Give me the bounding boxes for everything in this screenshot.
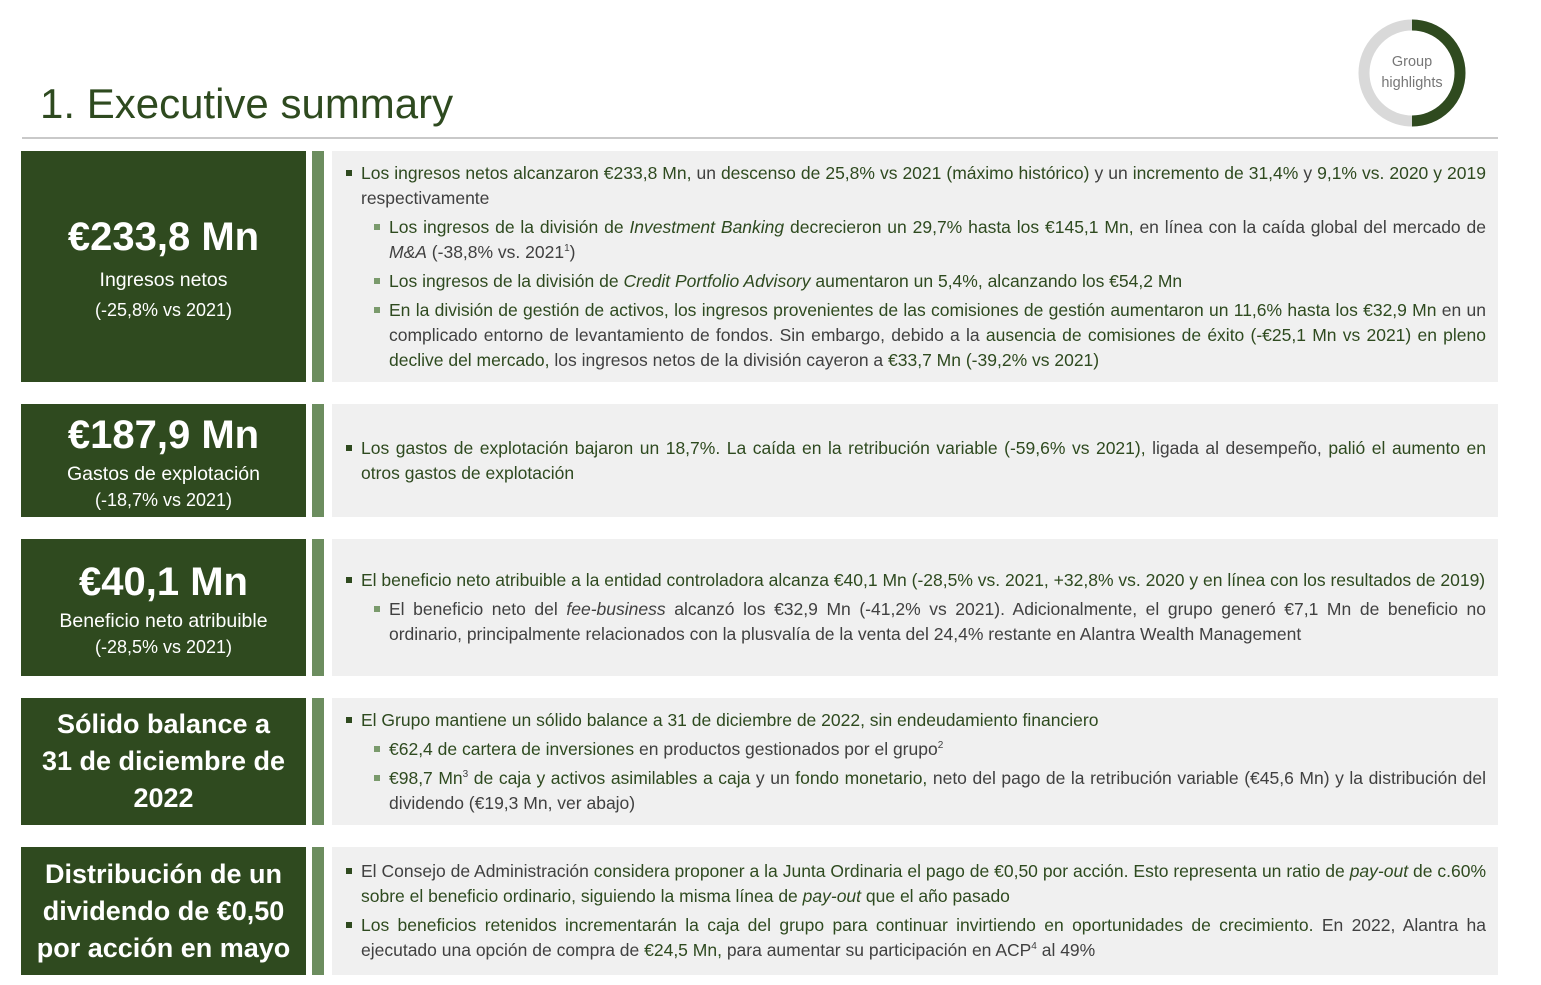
footnote-ref: 2 <box>937 739 944 751</box>
bullet-item <box>332 568 1486 593</box>
title-divider <box>22 137 1498 139</box>
page-title: 1. Executive summary <box>40 80 454 127</box>
bullet-item <box>332 161 1486 211</box>
kpi-title-line: dividendo de €0,50 <box>42 895 285 926</box>
bullet-panel <box>332 404 1498 517</box>
bullet-text: un <box>691 162 721 183</box>
summary-row-net-revenue <box>21 151 1498 382</box>
sub-bullet-item <box>332 597 1486 647</box>
bullet-text: (-38,8% vs. 2021 <box>426 241 565 262</box>
bullet-text: En 2022, Alantra ha ejecutado una opción de compra de <box>361 915 1487 960</box>
bullet-text: Los ingresos netos alcanzaron €233,8 Mn, <box>361 162 692 183</box>
bullet-panel <box>332 539 1498 676</box>
bullet-text: Los ingresos de la división de <box>389 270 624 291</box>
kpi-box <box>21 404 306 517</box>
badge-label-line1: Group <box>1391 54 1433 70</box>
bullet-text: y un <box>750 767 796 788</box>
bullet-panel <box>332 151 1498 382</box>
bullet-text: Los gastos de explotación bajaron un 18,7%. La caída en la retribución variable (-59,6% vs 2021), <box>361 437 1146 458</box>
footnote-ref: 3 <box>462 768 469 780</box>
kpi-title-line: 2022 <box>133 783 194 813</box>
bullet-text: que el año pasado <box>861 886 1010 906</box>
bullet-text: pay-out <box>1349 861 1409 881</box>
kpi-box <box>21 151 306 382</box>
bullet-text: ligada al desempeño, <box>1145 437 1329 458</box>
bullet-text: en línea con la caída global del mercado de <box>1133 216 1486 237</box>
kpi-value: €187,9 Mn <box>67 412 260 457</box>
sub-bullet-item <box>332 737 1486 762</box>
bullet-text: al 49% <box>1036 940 1096 960</box>
kpi-label: Gastos de explotación <box>67 462 260 485</box>
bullet-text: El Grupo mantiene un sólido balance a 31 de diciembre de 2022, sin endeudamiento financiero <box>361 709 1099 730</box>
bullet-text: respectivamente <box>361 187 490 208</box>
row-separator <box>312 847 324 975</box>
bullet-text: €33,7 Mn (-39,2% vs 2021) <box>888 349 1100 370</box>
bullet-item <box>332 436 1486 486</box>
bullet-text: ) <box>569 241 576 262</box>
kpi-title-line: 31 de diciembre de <box>41 746 286 776</box>
kpi-box <box>21 539 306 676</box>
bullet-text: Investment Banking <box>629 216 785 237</box>
badge-label-line2: highlights <box>1381 75 1443 91</box>
bullet-text: pay-out <box>802 886 862 906</box>
kpi-label: Ingresos netos <box>99 268 228 291</box>
bullet-text: para aumentar su participación en ACP <box>721 940 1032 960</box>
bullet-text: de caja y activos asimilables a caja <box>468 767 751 788</box>
bullet-text: M&A <box>389 241 427 262</box>
kpi-change: (-25,8% vs 2021) <box>94 299 233 320</box>
kpi-box <box>21 847 306 975</box>
row-separator <box>312 698 324 825</box>
bullet-text: en un complicado entorno de levantamiento de fondos. Sin embargo, debido a la <box>389 299 1486 345</box>
sub-bullet-item <box>332 215 1486 265</box>
bullet-text: y <box>1298 162 1318 183</box>
kpi-box <box>21 698 306 825</box>
bullet-text: ausencia de comisiones de éxito (-€25,1 Mn vs 2021) en pleno declive del mercado, <box>389 324 1486 370</box>
bullet-text: y un <box>1089 162 1133 183</box>
kpi-change: (-18,7% vs 2021) <box>94 489 233 510</box>
bullet-panel <box>332 847 1498 975</box>
bullet-item <box>332 859 1486 909</box>
bullet-text: €98,7 Mn <box>389 767 463 788</box>
bullet-text: los ingresos netos de la división cayeron a <box>549 349 889 370</box>
bullet-text: palió el aumento en otros gastos de explotación <box>361 437 1487 483</box>
footnote-ref: 1 <box>564 242 570 254</box>
sub-bullet-item <box>332 298 1486 373</box>
bullet-text: en productos gestionados por el grupo <box>634 738 938 759</box>
bullet-text: €24,5 Mn, <box>644 940 722 960</box>
bullet-text: €62,4 de cartera de inversiones <box>389 738 635 759</box>
bullet-text: de c.60% sobre el beneficio ordinario, siguiendo la misma línea de <box>361 861 1487 906</box>
bullet-text: El Consejo de Administración <box>361 861 594 881</box>
bullet-item <box>332 913 1486 963</box>
kpi-title-line: Distribución de un <box>44 858 282 889</box>
bullet-text: fee-business <box>566 599 666 619</box>
sub-bullet-item <box>332 766 1486 816</box>
bullet-text: Credit Portfolio Advisory <box>623 270 811 291</box>
row-separator <box>312 151 324 382</box>
sub-bullet-item <box>332 269 1486 294</box>
bullet-text: incremento de 31,4% <box>1132 162 1299 183</box>
kpi-title-line: por acción en mayo <box>36 932 291 963</box>
kpi-value: €40,1 Mn <box>79 559 248 604</box>
bullet-text: neto del pago de la retribución variable (€45,6 Mn) y la distribución del dividendo (€19,3 Mn, ver abajo) <box>389 767 1486 813</box>
bullet-item <box>332 708 1486 733</box>
bullet-text: Los beneficios retenidos incrementarán la caja del grupo para continuar invirtiendo en oportunidades de crecimiento. <box>361 915 1314 935</box>
bullet-text: considera proponer a la Junta Ordinaria el pago de €0,50 por acción. Esto representa un ratio de <box>593 861 1350 881</box>
summary-row-operating-expenses <box>21 404 1498 517</box>
bullet-text: 9,1% vs. 2020 y 2019 <box>1317 162 1486 183</box>
bullet-text: fondo monetario, <box>795 767 928 788</box>
section-badge <box>1356 17 1468 129</box>
bullet-text: En la división de gestión de activos, los ingresos provenientes de las comisiones de gestión aumentaron un 11,6% hasta los €32,9 Mn <box>389 299 1437 320</box>
kpi-label: Beneficio neto atribuible <box>59 609 268 632</box>
bullet-panel <box>332 698 1498 825</box>
summary-row-net-profit <box>21 539 1498 676</box>
bullet-text: El beneficio neto del <box>389 599 567 619</box>
kpi-title-line: Sólido balance a <box>56 709 271 739</box>
kpi-change: (-28,5% vs 2021) <box>94 636 233 657</box>
summary-row-dividend <box>21 847 1498 975</box>
summary-row-balance-sheet <box>21 698 1498 825</box>
footnote-ref: 4 <box>1031 941 1037 952</box>
bullet-text: descenso de 25,8% vs 2021 (máximo histórico) <box>720 162 1090 183</box>
row-separator <box>312 539 324 676</box>
row-separator <box>312 404 324 517</box>
bullet-text: El beneficio neto atribuible a la entidad controladora alcanza €40,1 Mn (-28,5% vs. 2021, +32,8% vs. 2020 y en línea con los resultados de 2019) <box>361 570 1486 590</box>
bullet-text: Los ingresos de la división de <box>389 216 630 237</box>
bullet-text: alcanzó los €32,9 Mn (-41,2% vs 2021). Adicionalmente, el grupo generó €7,1 Mn de beneficio no ordinario, principalmente relacionados con la plusvalía de la venta del 24,4% restante en Alantra Wealth Management <box>389 599 1486 644</box>
bullet-text: aumentaron un 5,4%, alcanzando los €54,2 Mn <box>810 270 1183 291</box>
bullet-text: decrecieron un 29,7% hasta los €145,1 Mn, <box>784 216 1134 237</box>
kpi-value: €233,8 Mn <box>67 214 260 259</box>
